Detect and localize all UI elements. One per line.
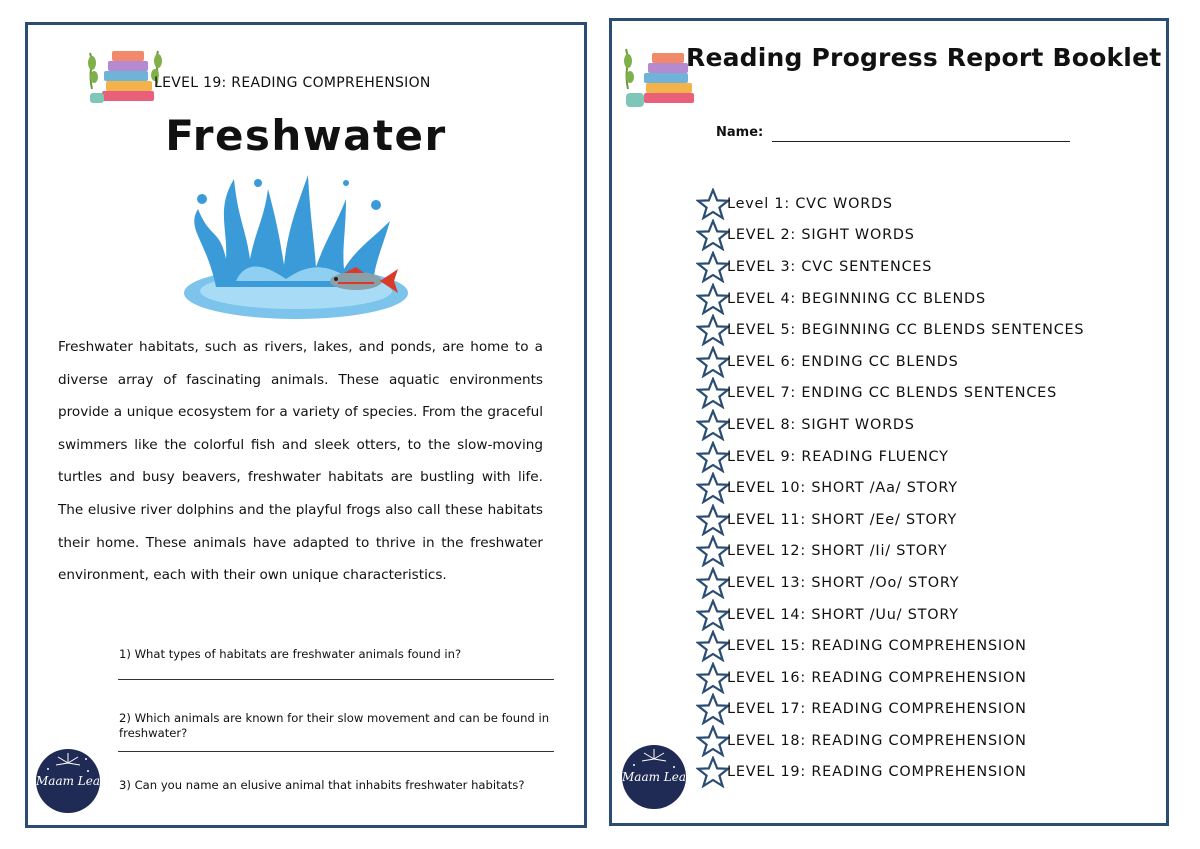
question-1: 1) What types of habitats are freshwater animals found in? — [119, 647, 462, 661]
star-icon[interactable] — [696, 377, 730, 409]
level-item — [696, 409, 1084, 441]
level-item — [696, 504, 1084, 536]
level-label: LEVEL 7: ENDING CC BLENDS SENTENCES — [727, 385, 1058, 402]
logo — [622, 745, 686, 809]
level-label: LEVEL 14: SHORT /Uu/ STORY — [727, 606, 959, 623]
logo-text: Maam Lea — [622, 770, 686, 784]
level-label: LEVEL 6: ENDING CC BLENDS — [727, 353, 959, 370]
star-icon[interactable] — [696, 693, 730, 725]
level-label: LEVEL 18: READING COMPREHENSION — [727, 732, 1027, 749]
level-label: LEVEL 13: SHORT /Oo/ STORY — [727, 574, 960, 591]
level-item — [696, 662, 1084, 694]
worksheet-page — [25, 22, 587, 828]
level-item — [696, 599, 1084, 631]
star-icon[interactable] — [696, 662, 730, 694]
star-icon[interactable] — [696, 535, 730, 567]
level-item — [696, 314, 1084, 346]
level-label: LEVEL 5: BEGINNING CC BLENDS SENTENCES — [727, 322, 1085, 339]
logo — [36, 749, 100, 813]
level-item — [696, 283, 1084, 315]
page-title: Freshwater — [165, 111, 447, 160]
star-icon[interactable] — [696, 630, 730, 662]
level-item — [696, 251, 1084, 283]
name-label: Name: — [716, 125, 764, 140]
level-heading: LEVEL 19: READING COMPREHENSION — [154, 75, 431, 91]
logo-text: Maam Lea — [36, 774, 100, 788]
level-item — [696, 378, 1084, 410]
star-icon[interactable] — [696, 725, 730, 757]
level-label: LEVEL 11: SHORT /Ee/ STORY — [727, 511, 958, 528]
level-label: LEVEL 3: CVC SENTENCES — [727, 258, 933, 275]
star-icon[interactable] — [696, 472, 730, 504]
level-list — [696, 188, 1084, 788]
level-item — [696, 536, 1084, 568]
star-icon[interactable] — [696, 219, 730, 251]
level-item — [696, 725, 1084, 757]
reading-passage: Freshwater habitats, such as rivers, lakes, and ponds, are home to a diverse array of fascinating animals. These aquatic environments provide a unique ecosystem for a variety of species. From the graceful swimmers like the colorful fish and sleek otters, to the slow-moving turtles and busy beavers, freshwater habitats are bustling with life. The elusive river dolphins and the playful frogs also call these habitats their home. These animals have adapted to thrive in the freshwater environment, each with their own unique characteristics. — [58, 339, 543, 584]
report-title: Reading Progress Report Booklet — [686, 43, 1162, 72]
star-icon[interactable] — [696, 756, 730, 788]
level-item — [696, 188, 1084, 220]
level-label: LEVEL 15: READING COMPREHENSION — [727, 638, 1027, 655]
level-label: LEVEL 16: READING COMPREHENSION — [727, 669, 1027, 686]
level-item — [696, 630, 1084, 662]
level-label: LEVEL 2: SIGHT WORDS — [727, 227, 915, 244]
books-icon — [86, 43, 164, 105]
level-item — [696, 694, 1084, 726]
star-icon[interactable] — [696, 314, 730, 346]
level-label: LEVEL 17: READING COMPREHENSION — [727, 701, 1027, 718]
star-icon[interactable] — [696, 188, 730, 220]
water-splash-image — [176, 169, 416, 323]
report-page — [609, 18, 1169, 826]
level-label: LEVEL 19: READING COMPREHENSION — [727, 764, 1027, 781]
level-item — [696, 346, 1084, 378]
star-icon[interactable] — [696, 346, 730, 378]
answer-line-1[interactable] — [118, 679, 554, 680]
star-icon[interactable] — [696, 409, 730, 441]
star-icon[interactable] — [696, 567, 730, 599]
level-label: LEVEL 12: SHORT /Ii/ STORY — [727, 543, 948, 560]
level-label: Level 1: CVC WORDS — [727, 195, 893, 212]
level-item — [696, 472, 1084, 504]
level-item — [696, 567, 1084, 599]
answer-line-2[interactable] — [118, 751, 554, 752]
question-3: 3) Can you name an elusive animal that inhabits freshwater habitats? — [119, 778, 525, 792]
level-label: LEVEL 9: READING FLUENCY — [727, 448, 949, 465]
level-label: LEVEL 8: SIGHT WORDS — [727, 416, 915, 433]
star-icon[interactable] — [696, 283, 730, 315]
star-icon[interactable] — [696, 599, 730, 631]
star-icon[interactable] — [696, 441, 730, 473]
level-item — [696, 220, 1084, 252]
level-label: LEVEL 4: BEGINNING CC BLENDS — [727, 290, 986, 307]
level-label: LEVEL 10: SHORT /Aa/ STORY — [727, 480, 958, 497]
star-icon[interactable] — [696, 504, 730, 536]
star-icon[interactable] — [696, 251, 730, 283]
question-2: 2) Which animals are known for their slow movement and can be found in freshwater? — [119, 711, 550, 740]
level-item — [696, 441, 1084, 473]
name-field[interactable] — [772, 141, 1070, 142]
level-item — [696, 757, 1084, 789]
